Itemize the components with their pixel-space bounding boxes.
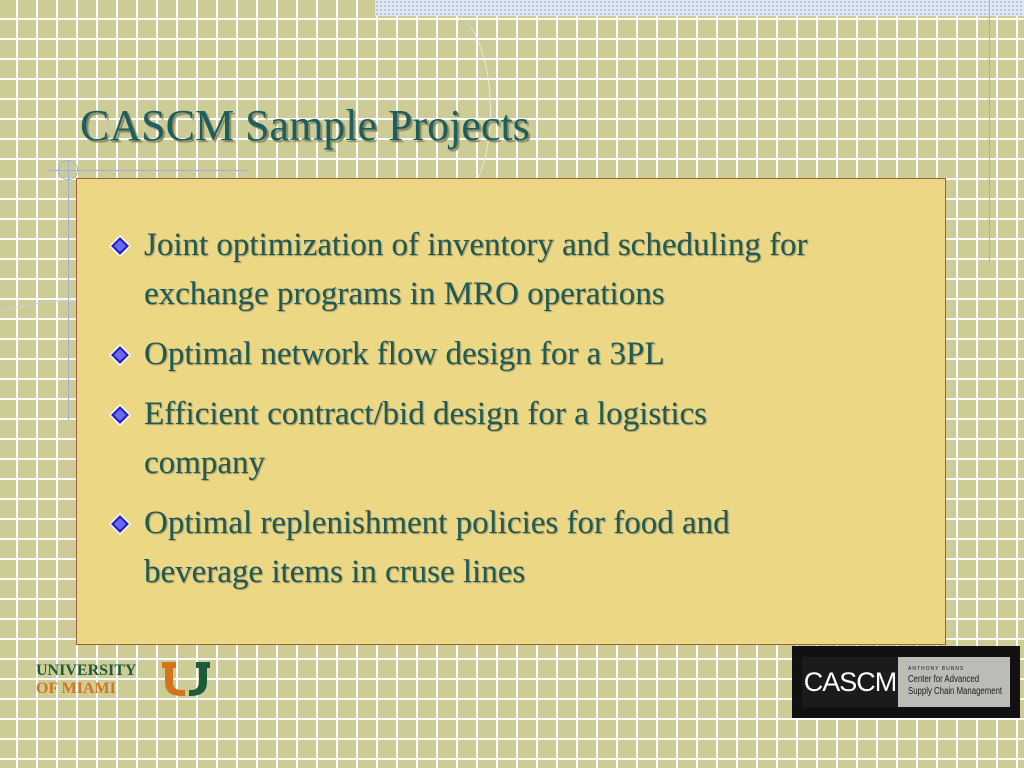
bullet-item [107,330,945,379]
university-of-miami-logo [36,660,216,700]
diamond-bullet-icon [109,235,131,257]
cascm-logo-abbrev: CASCM [802,657,898,707]
cascm-logo-fullname [898,657,1010,707]
cascm-logo-name-line1: Center for Advanced [908,674,980,685]
cascm-logo-caption: ANTHONY BURNS [908,666,965,672]
bullet-text-line2: beverage items in cruse lines [144,554,526,590]
content-box [76,178,946,645]
decorative-vertical-line [989,0,990,262]
university-logo-line1: UNIVERSITY [36,662,137,679]
diamond-bullet-icon [109,344,131,366]
bullet-item [107,221,945,319]
slide-title: CASCM Sample Projects [80,101,530,150]
bullet-text-line2: company [144,445,265,481]
bullet-item [107,390,945,488]
cascm-logo [792,646,1020,718]
split-u-logo-icon [160,660,212,698]
cascm-logo-name-line2: Supply Chain Management [908,686,1003,697]
decorative-horizontal-line [48,170,248,171]
bullet-text-line2: exchange programs in MRO operations [144,276,665,312]
top-dotted-strip [375,0,1024,16]
diamond-bullet-icon [109,404,131,426]
bullet-text-line1: Optimal network flow design for a 3PL [144,336,665,372]
university-logo-line2: OF MIAMI [36,680,116,697]
bullet-text-line1: Optimal replenishment policies for food and [144,505,730,541]
bullet-list [77,179,945,597]
bullet-item [107,499,945,597]
diamond-bullet-icon [109,513,131,535]
bullet-text-line1: Joint optimization of inventory and scheduling for [144,227,808,263]
bullet-text-line1: Efficient contract/bid design for a logistics [144,396,707,432]
decorative-circle [58,160,78,180]
